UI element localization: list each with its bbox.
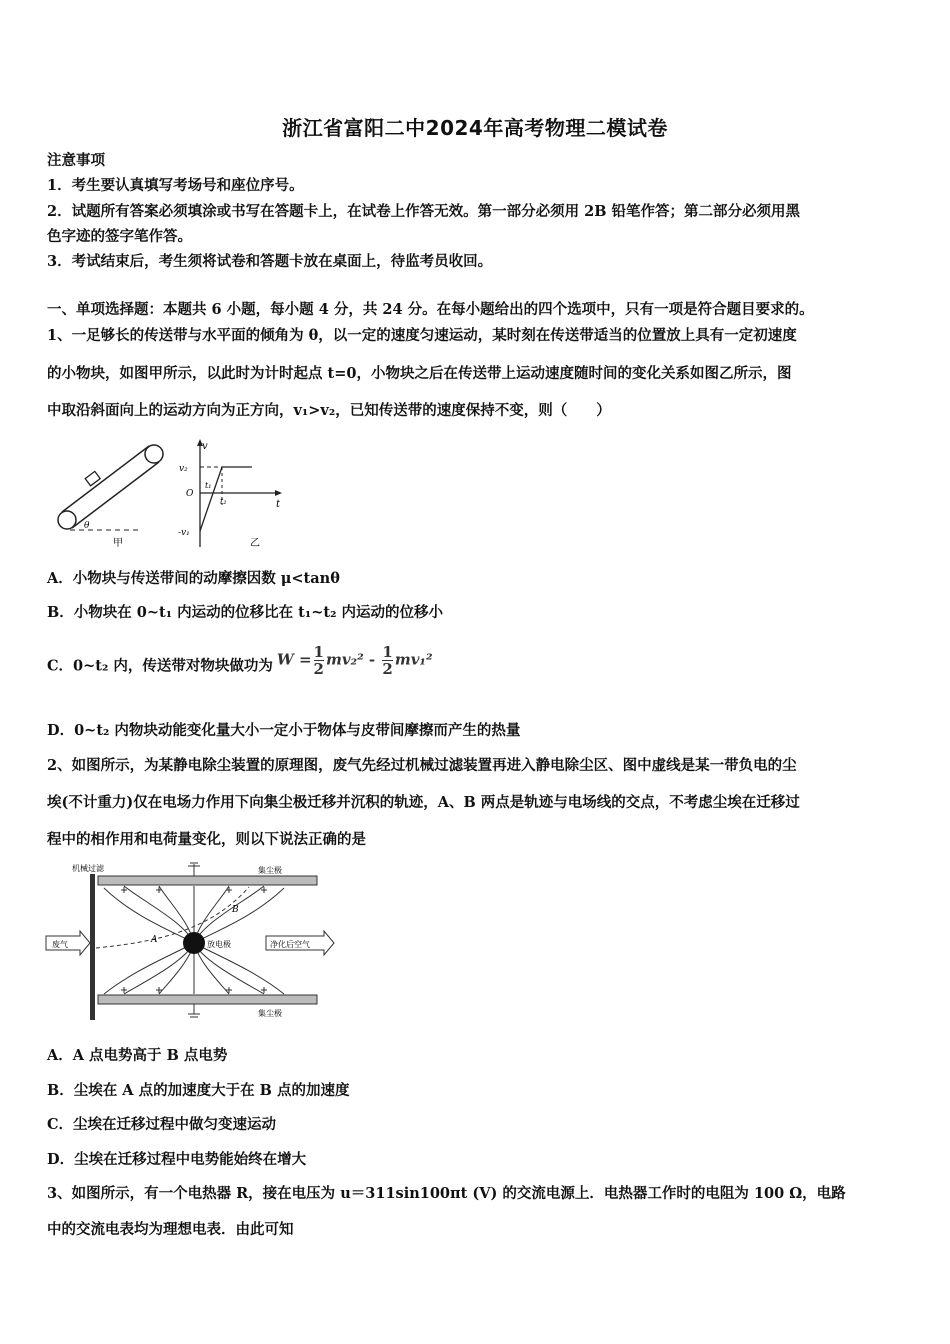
q1-option-a[interactable]: A．小物块与传送带间的动摩擦因数 μ<tanθ xyxy=(47,570,340,587)
q1-line-3: 中取沿斜面向上的运动方向为正方向，v₁>v₂，已知传送带的速度保持不变，则（ ） xyxy=(47,402,611,419)
origin-label: O xyxy=(186,489,194,499)
filter-label: 机械过滤 xyxy=(72,864,104,873)
q3-line-2: 中的交流电表均为理想电表．由此可知 xyxy=(47,1221,294,1238)
vt-line xyxy=(200,467,222,531)
block xyxy=(85,471,100,485)
top-collector xyxy=(98,876,317,885)
q1-figure xyxy=(50,435,290,550)
clean-air-label: 净化后空气 xyxy=(270,940,310,949)
q2-option-b[interactable]: B．尘埃在 A 点的加速度大于在 B 点的加速度 xyxy=(47,1082,350,1099)
bottom-collector xyxy=(98,995,317,1004)
work-formula: W = $\frac{1}{2}$ mv₂² - $\frac{1}{2}$ mv₁² xyxy=(276,643,433,678)
q2-line-2: 埃(不计重力)仅在电场力作用下向集尘极迁移并沉积的轨迹，A、B 两点是轨迹与电场线的交点，不考虑尘埃在迁移过 xyxy=(47,794,800,811)
filter-plate xyxy=(90,874,95,1020)
discharge-electrode xyxy=(183,932,205,954)
t2-label: t₂ xyxy=(220,497,227,506)
v-axis-label: v xyxy=(202,441,208,452)
t-axis-label: t xyxy=(276,499,281,510)
notice-item-3: 3．考试结束后，考生须将试卷和答题卡放在桌面上，待监考员收回。 xyxy=(47,253,493,270)
yi-label: 乙 xyxy=(250,538,260,549)
notice-heading: 注意事项 xyxy=(47,152,105,169)
notice-item-2: 2．试题所有答案必须填涂或书写在答题卡上，在试卷上作答无效。第一部分必须用 2B 铅笔作答；第二部分必须用黑 xyxy=(47,203,801,220)
point-a-label: A xyxy=(151,935,158,945)
discharge-label: 放电极 xyxy=(207,940,231,949)
v1-label: -v₁ xyxy=(178,528,190,538)
bottom-collector-label: 集尘极 xyxy=(258,1009,282,1018)
q2-line-1: 2、如图所示，为某静电除尘装置的原理图，废气先经过机械过滤装置再进入静电除尘区、图中虚线是某一带负电的尘 xyxy=(47,757,797,774)
section-heading: 一、单项选择题：本题共 6 小题，每小题 4 分，共 24 分。在每小题给出的四个选项中，只有一项是符合题目要求的。 xyxy=(47,301,814,318)
t1-label: t₁ xyxy=(205,481,212,490)
q1-option-d[interactable]: D．0~t₂ 内物块动能变化量大小一定小于物体与皮带间摩擦而产生的热量 xyxy=(47,722,521,739)
q2-line-3: 程中的相作用和电荷量变化，则以下说法正确的是 xyxy=(47,831,366,848)
notice-item-2-cont: 色字迹的签字笔作答。 xyxy=(47,228,192,245)
theta-label: θ xyxy=(84,521,90,531)
v2-label: v₂ xyxy=(179,464,188,474)
vt-graph xyxy=(178,439,282,549)
waste-gas-label: 废气 xyxy=(52,940,68,949)
q1-line-1: 1、一足够长的传送带与水平面的倾角为 θ，以一定的速度匀速运动，某时刻在传送带适当的位置放上具有一定初速度 xyxy=(47,327,797,344)
q1-option-c[interactable] xyxy=(47,643,907,683)
point-b-label: B xyxy=(232,905,239,915)
q1-line-2: 的小物块，如图甲所示，以此时为计时起点 t=0，小物块之后在传送带上运动速度随时间的变化关系如图乙所示，图 xyxy=(47,365,792,382)
notice-item-1: 1．考生要认真填写考场号和座位序号。 xyxy=(47,177,304,194)
q2-option-d[interactable]: D．尘埃在迁移过程中电势能始终在增大 xyxy=(47,1151,307,1168)
q1-option-c-text: C．0~t₂ 内，传送带对物块做功为 xyxy=(47,657,273,675)
conveyor-diagram xyxy=(58,445,163,549)
page-title: 浙江省富阳二中2024年高考物理二模试卷 xyxy=(282,116,668,140)
dust-trajectory xyxy=(96,887,249,948)
q2-option-c[interactable]: C．尘埃在迁移过程中做匀变速运动 xyxy=(47,1116,277,1133)
jia-label: 甲 xyxy=(113,538,123,549)
q1-option-b[interactable]: B．小物块在 0~t₁ 内运动的位移比在 t₁~t₂ 内运动的位移小 xyxy=(47,604,443,621)
q3-line-1: 3、如图所示，有一个电热器 R，接在电压为 u＝311sin100πt (V) 的交流电源上．电热器工作时的电阻为 100 Ω，电路 xyxy=(47,1185,846,1202)
top-collector-label: 集尘极 xyxy=(258,866,282,875)
q2-figure xyxy=(44,862,344,1024)
q2-option-a[interactable]: A．A 点电势高于 B 点电势 xyxy=(47,1047,228,1064)
